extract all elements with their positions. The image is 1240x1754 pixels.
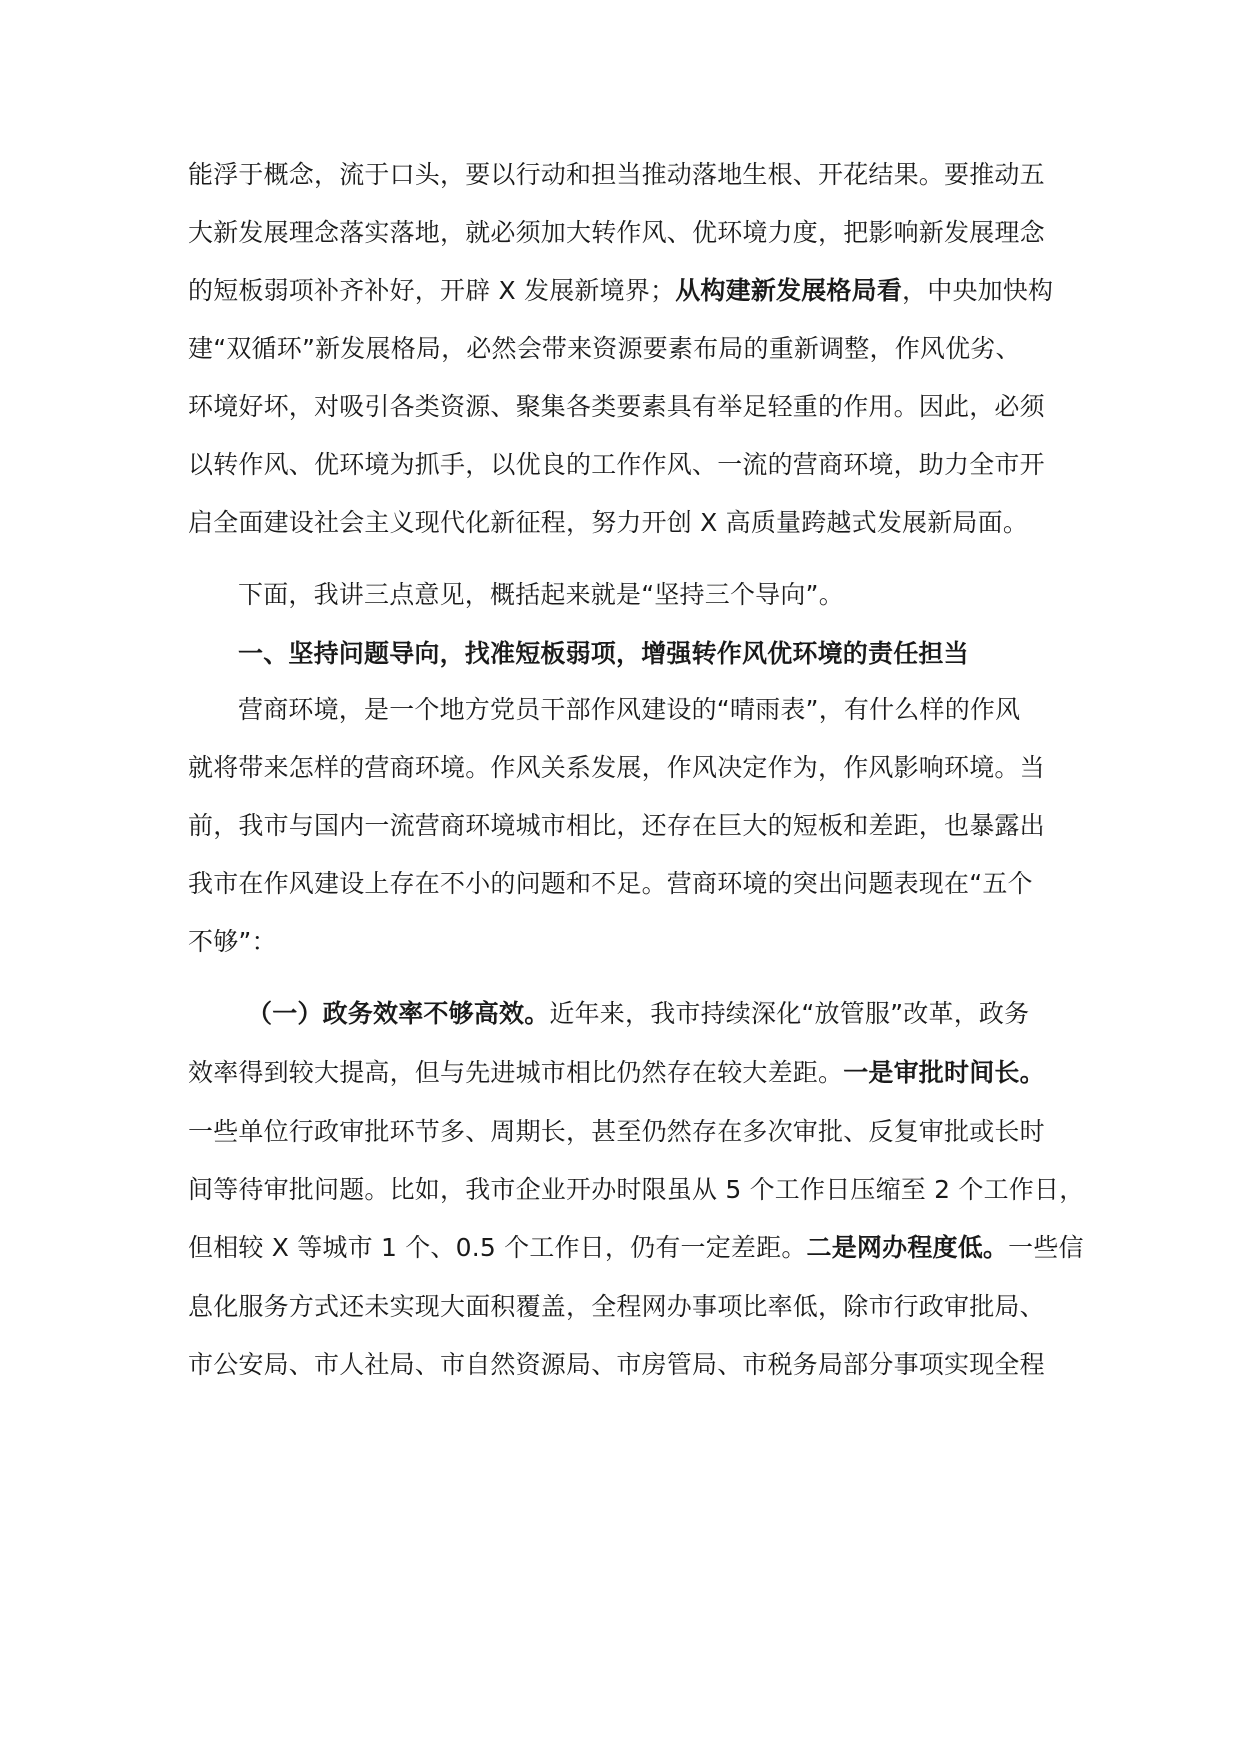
body-text-line [188,1056,1045,1090]
subheading-bold: （一）政务效率不够高效。 [247,999,550,1028]
text-span: 效率得到较大提高，但与先进城市相比仍然存在较大差距。 [188,1058,844,1087]
text-span: 近年来，我市持续深化“放管服”改革，政务 [549,999,1030,1028]
body-text-line: 能浮于概念，流于口头，要以行动和担当推动落地生根、开花结果。要推动五 [188,160,1045,189]
text-span: 的短板弱项补齐补好，开辟 X 发展新境界； [188,276,676,305]
body-text-line: 一些单位行政审批环节多、周期长，甚至仍然存在多次审批、反复审批或长时 [188,1117,1045,1146]
text-span: 但相较 X 等城市 1 个、0.5 个工作日，仍有一定差距。 [188,1233,807,1262]
section-heading: 一、坚持问题导向，找准短板弱项，增强转作风优环境的责任担当 [238,639,969,668]
body-text-line: 间等待审批问题。比如，我市企业开办时限虽从 5 个工作日压缩至 2 个工作日， [188,1175,1085,1204]
body-text-line: 前，我市与国内一流营商环境城市相比，还存在巨大的短板和差距，也暴露出 [188,811,1045,840]
body-text-line: 以转作风、优环境为抓手，以优良的工作作风、一流的营商环境，助力全市开 [188,450,1045,479]
body-text-line: 环境好坏，对吸引各类资源、聚集各类要素具有举足轻重的作用。因此，必须 [188,392,1045,421]
body-text-line [188,274,1053,308]
bold-phrase: 二是网办程度低。 [806,1233,1009,1262]
body-text-line: 启全面建设社会主义现代化新征程，努力开创 X 高质量跨越式发展新局面。 [188,508,1029,537]
body-text-line: 不够”： [188,927,277,956]
body-text-line [247,997,1029,1031]
body-text-line: 建“双循环”新发展格局，必然会带来资源要素布局的重新调整，作风优劣、 [188,334,1021,363]
text-span: 一些信 [1008,1233,1084,1262]
body-text-line: 下面，我讲三点意见，概括起来就是“坚持三个导向”。 [238,580,844,609]
body-text-line: 营商环境，是一个地方党员干部作风建设的“晴雨表”，有什么样的作风 [238,695,1021,724]
body-text-line: 就将带来怎样的营商环境。作风关系发展，作风决定作为，作风影响环境。当 [188,753,1045,782]
body-text-line: 大新发展理念落实落地，就必须加大转作风、优环境力度，把影响新发展理念 [188,218,1045,247]
bold-phrase: 一是审批时间长。 [843,1058,1045,1087]
body-text-line: 市公安局、市人社局、市自然资源局、市房管局、市税务局部分事项实现全程 [188,1350,1045,1379]
body-text-line: 我市在作风建设上存在不小的问题和不足。营商环境的突出问题表现在“五个 [188,869,1033,898]
bold-phrase: 从构建新发展格局看 [675,276,903,305]
body-text-line: 息化服务方式还未实现大面积覆盖，全程网办事项比率低，除市行政审批局、 [188,1292,1045,1321]
text-span: ，中央加快构 [902,276,1054,305]
body-text-line [188,1231,1084,1265]
